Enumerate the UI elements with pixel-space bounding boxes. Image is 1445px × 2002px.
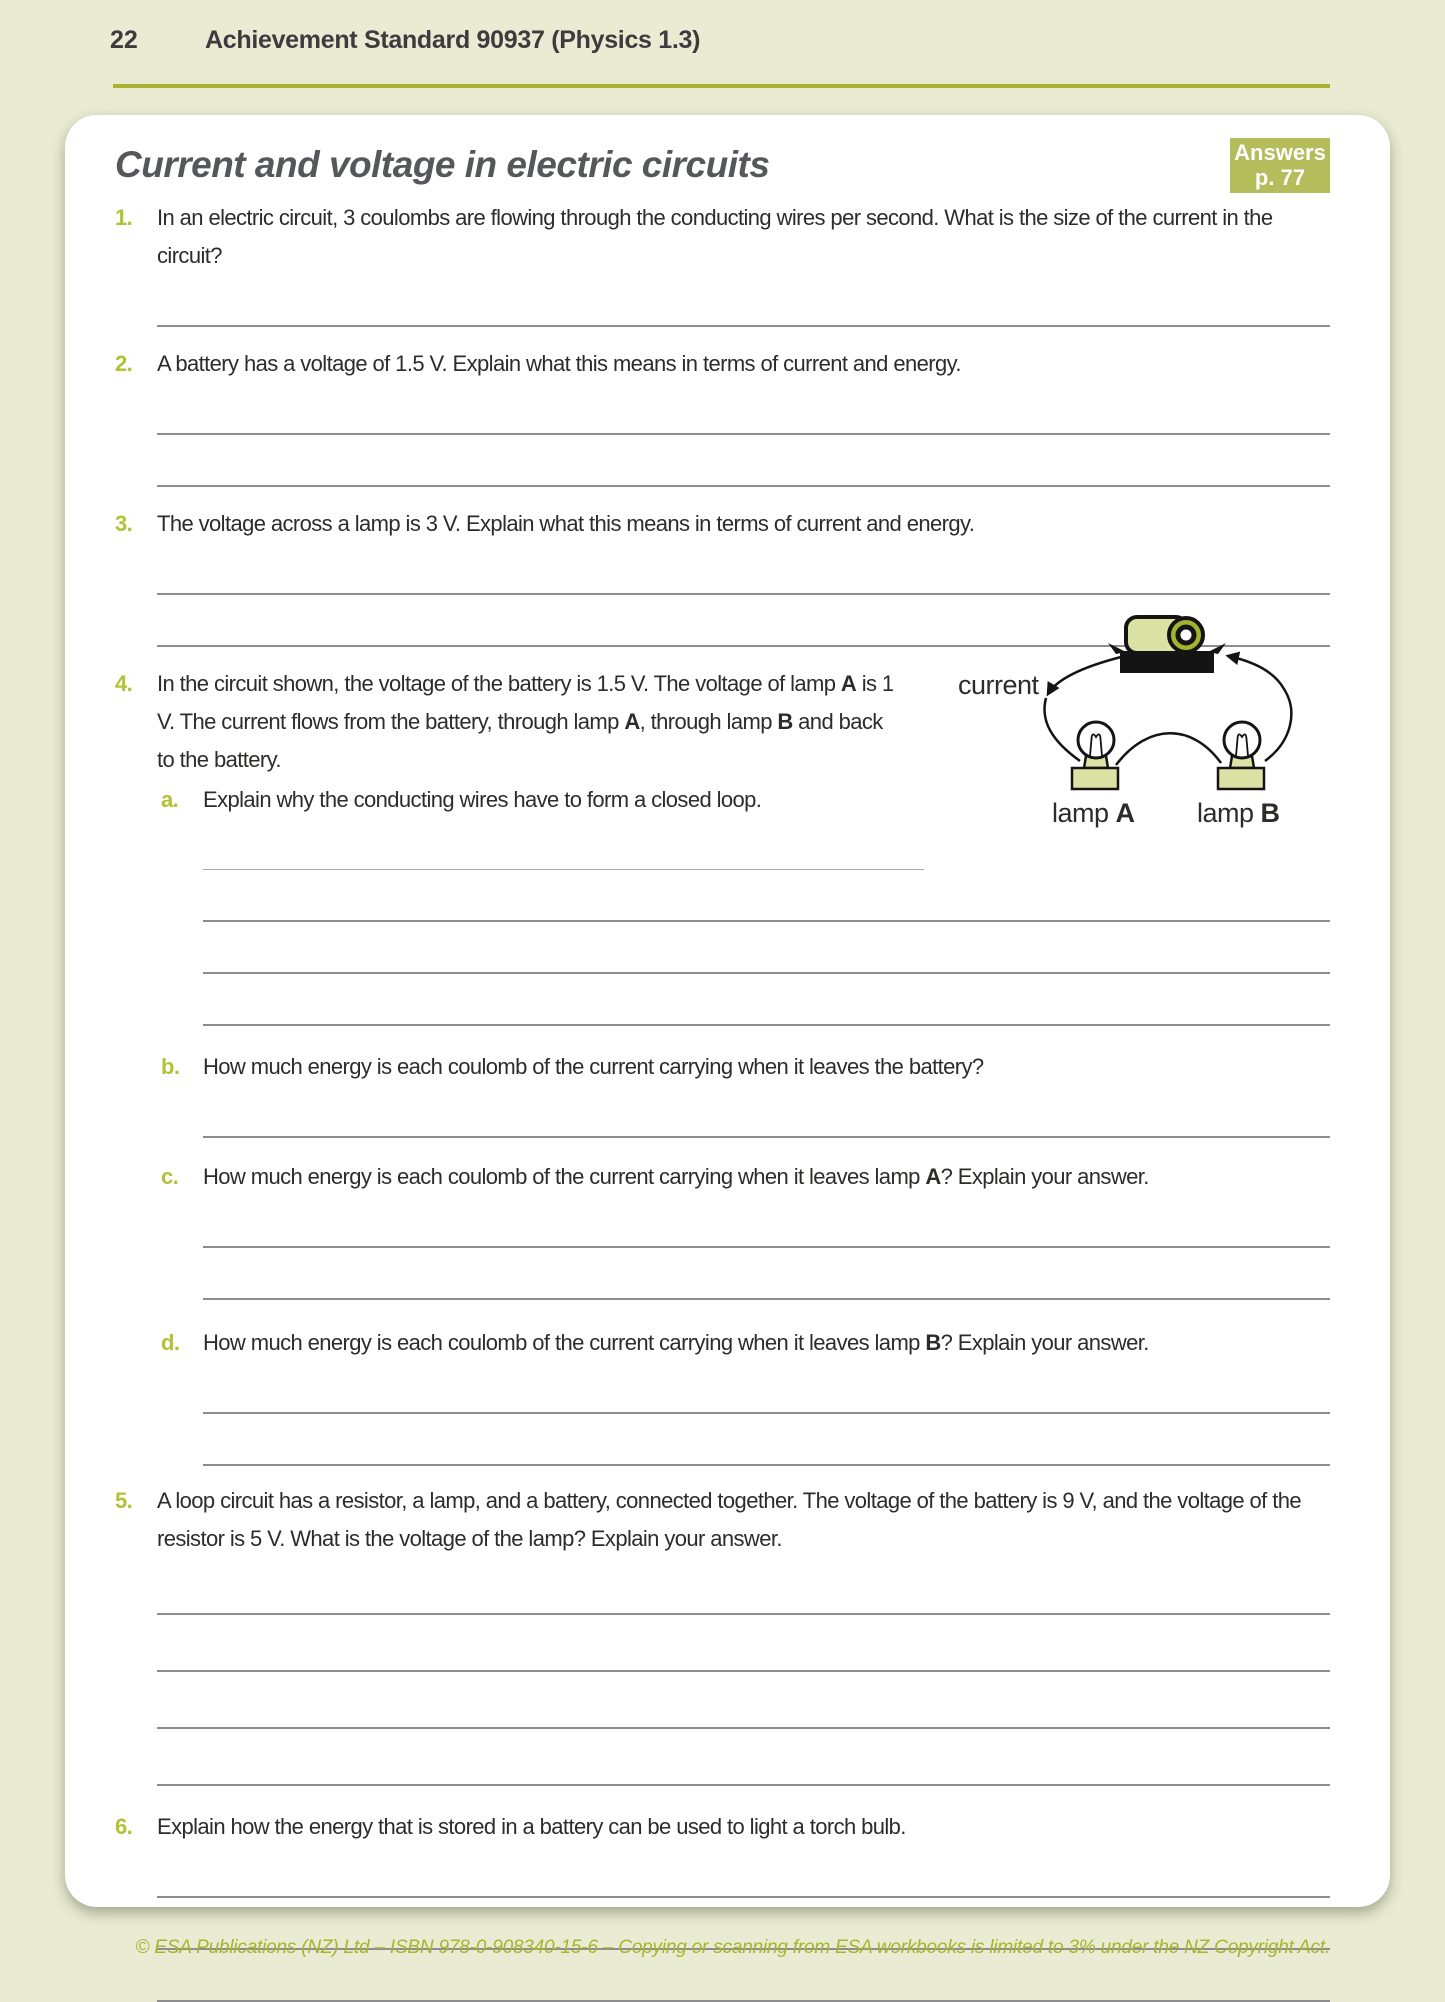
answer-line — [157, 1727, 1330, 1729]
answer-line — [157, 1670, 1330, 1672]
answer-line — [157, 1896, 1330, 1898]
question-6 — [115, 1808, 1330, 2002]
question-text: How much energy is each coulomb of the current carrying when it leaves the battery? — [203, 1054, 984, 1079]
header-title: Achievement Standard 90937 (Physics 1.3) — [205, 26, 701, 54]
lamp-b-label: lamp B — [1197, 798, 1280, 828]
question-2 — [115, 345, 1330, 487]
question-4c — [161, 1158, 1330, 1300]
wire-lamp-a-to-lamp-b — [1116, 733, 1221, 765]
question-number: 1. — [115, 205, 133, 230]
page-number: 22 — [110, 26, 138, 54]
question-text: How much energy is each coulomb of the current carrying when it leaves lamp A? Explain your answer. — [203, 1164, 1149, 1189]
question-number: 6. — [115, 1814, 133, 1839]
answers-badge — [1230, 138, 1330, 193]
answer-line — [203, 1136, 1330, 1138]
question-text: A loop circuit has a resistor, a lamp, and a battery, connected together. The voltage of the battery is 9 V, and the voltage of the resistor is 5 V. What is the voltage of the lamp? Explain your answer. — [157, 1488, 1301, 1551]
question-text: A battery has a voltage of 1.5 V. Explain what this means in terms of current and energy. — [157, 351, 961, 376]
question-text: The voltage across a lamp is 3 V. Explain what this means in terms of current and energy. — [157, 511, 975, 536]
question-text: How much energy is each coulomb of the current carrying when it leaves lamp B? Explain your answer. — [203, 1330, 1149, 1355]
answer-line — [203, 1464, 1330, 1466]
question-letter: a. — [161, 787, 179, 812]
answer-line — [157, 325, 1330, 327]
wire-battery-to-lamp-a — [1044, 698, 1080, 761]
answer-line — [203, 972, 1330, 974]
lamp-b-icon — [1217, 722, 1265, 789]
lamp-a-label: lamp A — [1052, 798, 1135, 828]
answer-line — [157, 1784, 1330, 1786]
battery-icon — [1108, 617, 1226, 673]
answer-line — [203, 920, 1330, 922]
answer-line — [157, 1613, 1330, 1615]
answers-badge-line2: p. 77 — [1254, 165, 1306, 190]
answer-line — [157, 433, 1330, 435]
question-text: Explain why the conducting wires have to form a closed loop. — [203, 787, 762, 812]
question-number: 4. — [115, 671, 133, 696]
question-4d — [161, 1324, 1330, 1466]
question-letter: d. — [161, 1330, 180, 1355]
section-title: Current and voltage in electric circuits — [115, 144, 770, 185]
question-1 — [115, 199, 1330, 327]
question-number: 2. — [115, 351, 133, 376]
header-divider-rule — [113, 84, 1330, 88]
question-text: Explain how the energy that is stored in a battery can be used to light a torch bulb. — [157, 1814, 906, 1839]
answer-line — [157, 485, 1330, 487]
question-text: In an electric circuit, 3 coulombs are flowing through the conducting wires per second. What is the size of the current in the circuit? — [157, 205, 1273, 268]
question-5 — [115, 1482, 1330, 1786]
lamp-a-icon — [1071, 722, 1119, 789]
question-number: 3. — [115, 511, 133, 536]
answers-badge-line1: Answers — [1234, 140, 1326, 165]
question-letter: b. — [161, 1054, 180, 1079]
wire-battery-to-lamp-a — [1048, 657, 1121, 694]
answer-line — [203, 1024, 1330, 1026]
question-letter: c. — [161, 1164, 179, 1189]
question-4b — [161, 1048, 1330, 1138]
circuit-diagram — [940, 595, 1390, 870]
current-label: current — [958, 670, 1039, 700]
answer-line — [203, 1246, 1330, 1248]
worksheet-card — [65, 115, 1390, 1907]
question-text: In the circuit shown, the voltage of the battery is 1.5 V. The voltage of lamp A is 1 V. The current flows from the battery, through lamp A, through lamp B and back to the battery. — [157, 671, 894, 772]
answer-line — [203, 1298, 1330, 1300]
answer-line — [203, 869, 924, 870]
footer-copyright: © ESA Publications (NZ) Ltd – ISBN 978-0-908340-15-6 – Copying or scanning from ESA workbooks is limited to 3% under the NZ Copyright Act. — [135, 1937, 1330, 1958]
question-number: 5. — [115, 1488, 133, 1513]
answer-line — [203, 1412, 1330, 1414]
